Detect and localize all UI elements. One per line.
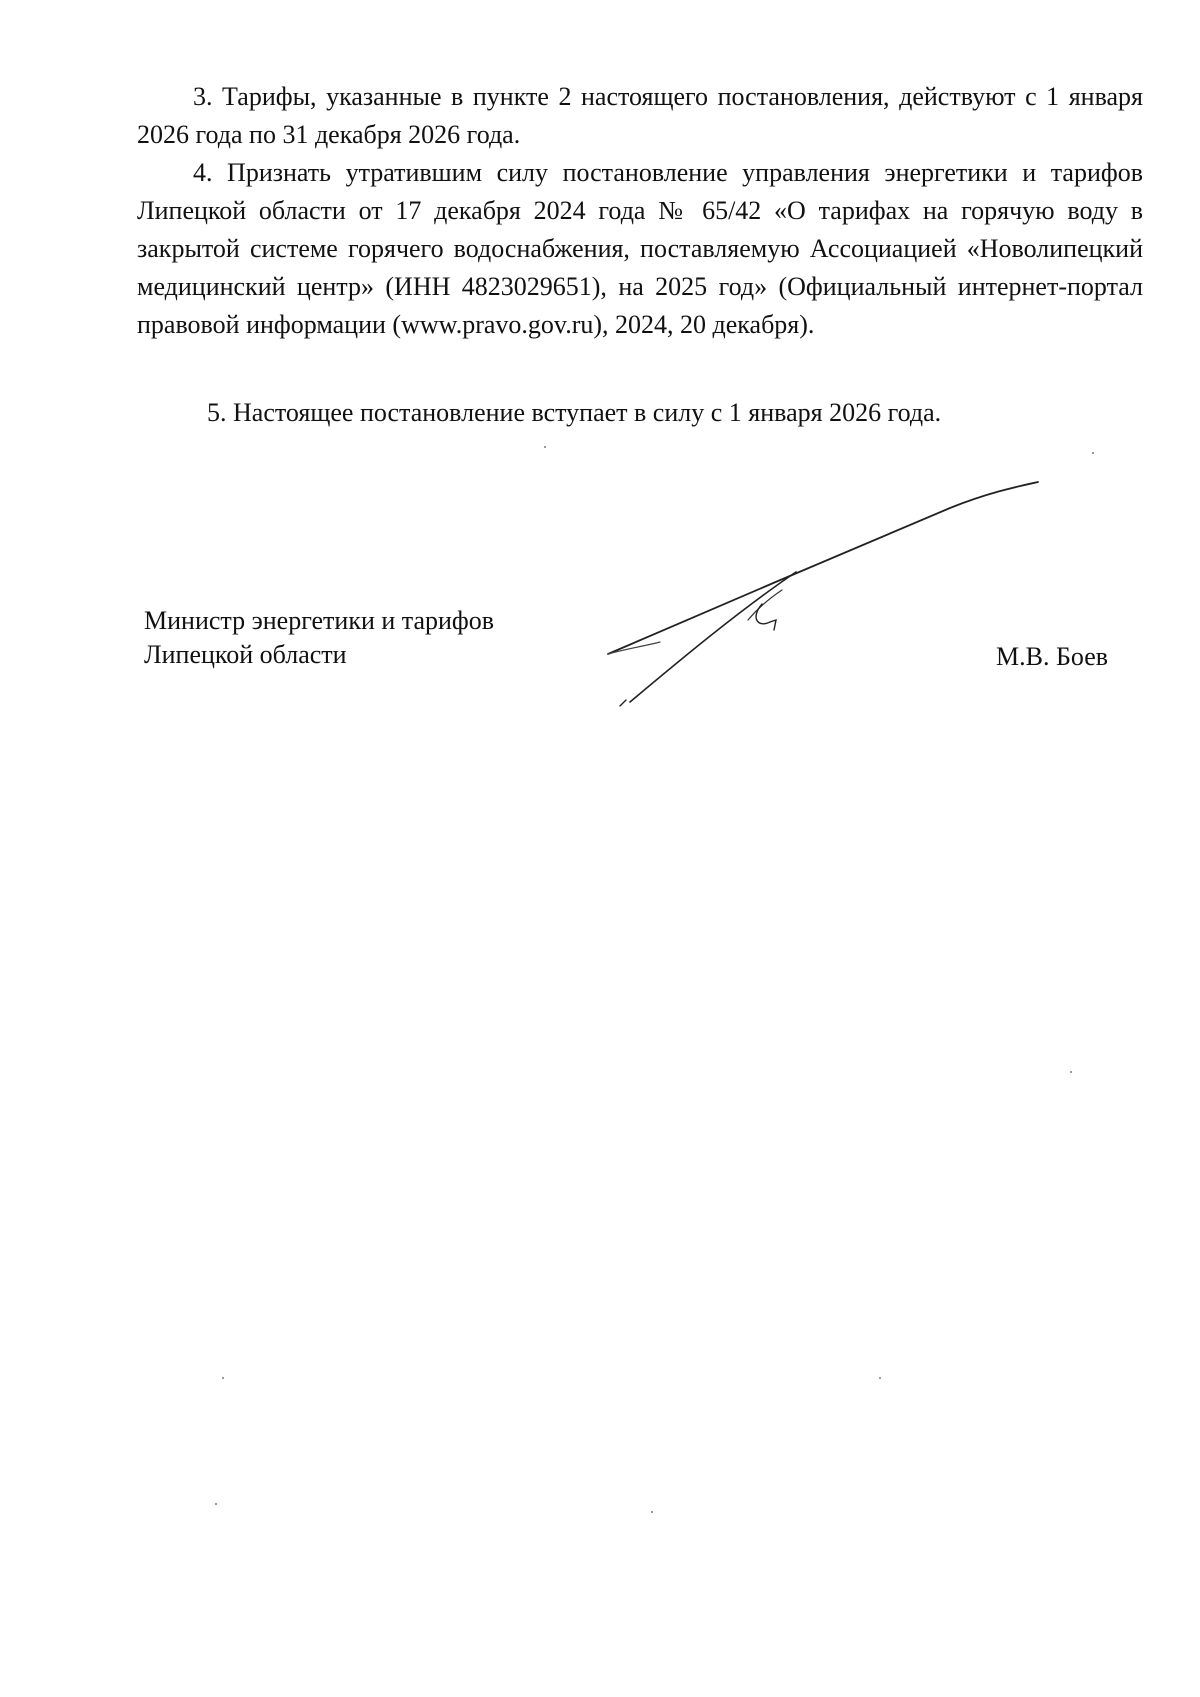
paragraph-3: 3. Тарифы, указанные в пункте 2 настоящего постановления, действуют с 1 января 2026 года по 31 декабря 2026 года. — [137, 82, 1143, 149]
scan-speck — [651, 1511, 653, 1513]
position-line-1: Министр энергетики и тарифов — [144, 606, 495, 635]
signatory-name: М.В. Боев — [996, 642, 1109, 671]
scan-speck — [1092, 452, 1094, 454]
scan-speck — [215, 1503, 217, 1505]
handwritten-signature — [590, 470, 1050, 710]
scan-speck — [1070, 1071, 1072, 1073]
signatory-position — [144, 604, 494, 672]
position-line-2: Липецкой области — [144, 640, 347, 669]
paragraph-5: 5. Настоящее постановление вступает в силу с 1 января 2026 года. — [207, 398, 942, 427]
scan-speck — [544, 446, 546, 448]
scan-speck — [222, 1377, 224, 1379]
scan-speck — [879, 1377, 881, 1379]
paragraph-4: 4. Признать утратившим силу постановление управления энергетики и тарифов Липецкой области от 17 декабря 2024 года № 65/42 «О тарифах на горячую воду в закрытой системе горячего водоснабжения, поставляемую Ассоциацией «Новолипецкий медицинский центр» (ИНН 4823029651), на 2025 год» (Официальный интернет-портал правовой информации (www.pravo.gov.ru), 2024, 20 декабря). — [137, 158, 1143, 339]
